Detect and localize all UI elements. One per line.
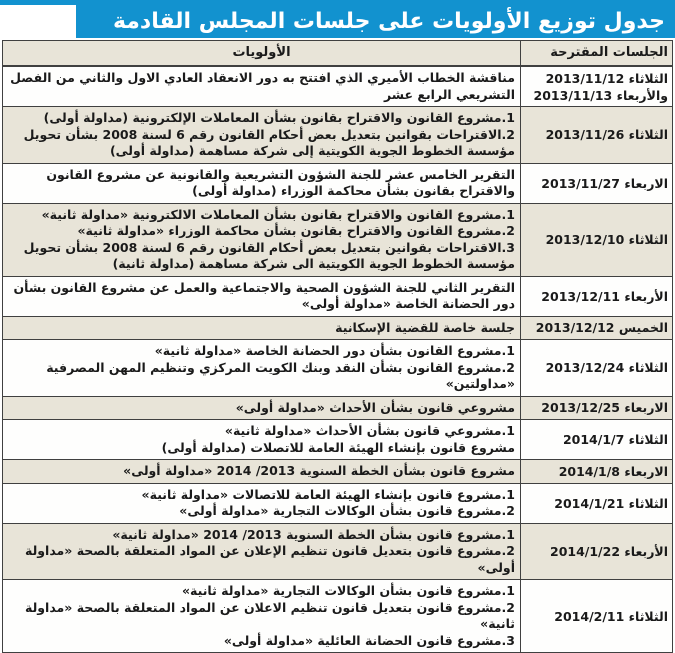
table-header-row xyxy=(3,41,672,66)
session-date: الأربعاء 2014/1/22 xyxy=(550,543,668,559)
priorities-cell xyxy=(3,580,520,652)
session-date-cell xyxy=(520,164,672,203)
priority-item: 2.مشروع قانون بشأن الوكالات التجارية «مداولة أولى» xyxy=(179,503,515,518)
table-row xyxy=(3,579,672,652)
priority-item: 2.مشروع قانون بتعديل قانون تنظيم الاعلان عن المواد المتعلقة بالصحة «مداولة ثانية» xyxy=(25,599,515,631)
priority-item: 1.مشروع القانون والاقتراح بقانون بشأن المعاملات الالكترونية «مداولة ثانية» xyxy=(41,206,515,222)
priorities-table xyxy=(2,40,673,653)
priority-item: 1.مشروعي قانون بشأن الأحداث «مداولة ثانية» xyxy=(224,423,515,438)
priority-item: 1.مشروع القانون بشأن دور الحضانة الخاصة «مداولة ثانية» xyxy=(154,343,515,358)
priorities-cell xyxy=(3,460,520,483)
session-date-cell xyxy=(520,484,672,523)
session-date-cell xyxy=(520,107,672,163)
session-date: الاربعاء 2013/11/27 xyxy=(541,175,668,191)
table-row xyxy=(3,339,672,396)
session-date-cell xyxy=(520,580,672,652)
priority-item: 1.مشروع قانون بإنشاء الهيئة العامة للاتصالات «مداولة ثانية» xyxy=(141,486,515,502)
priority-item: 1.مشروع قانون بشأن الخطة السنوية 2013/ 2014 «مداولة ثانية» xyxy=(112,526,515,542)
priorities-cell xyxy=(3,67,520,106)
priority-item: مشروع قانون بإنشاء الهيئة العامة للاتصلات (مداولة أولى) xyxy=(161,439,515,455)
priorities-cell xyxy=(3,204,520,276)
session-date-cell xyxy=(520,277,672,316)
sessions-column-header: الجلسات المقترحة xyxy=(520,41,672,65)
table-row xyxy=(3,396,672,420)
session-date-cell xyxy=(520,460,672,483)
priority-item: 2.مشروع قانون بتعديل قانون تنظيم الإعلان عن المواد المتعلقة بالصحة «مداولة أولى» xyxy=(25,543,515,575)
session-date: الاربعاء 2014/1/8 xyxy=(558,463,668,479)
table-row xyxy=(3,66,672,106)
priority-item: 2.مشروع القانون والاقتراح بقانون بشأن محاكمة الوزراء «مداولة ثانية» xyxy=(77,223,515,238)
priorities-cell xyxy=(3,164,520,203)
priority-item: 1.مشروع القانون والاقتراح بقانون بشأن المعاملات الإلكترونية (مداولة أولى) xyxy=(43,110,515,125)
priority-item: 1.مشروع قانون بشأن الوكالات التجارية «مداولة ثانية» xyxy=(181,583,515,598)
page-title: جدول توزيع الأولويات على جلسات المجلس القادمة xyxy=(76,5,675,38)
session-date-cell xyxy=(520,204,672,276)
session-date: الثلاثاء 2013/12/24 xyxy=(545,360,668,376)
priorities-cell xyxy=(3,317,520,340)
session-date: الخميس 2013/12/12 xyxy=(535,320,668,336)
session-date: الثلاثاء 2014/2/11 xyxy=(554,608,668,624)
priority-item: التقرير الثاني للجنة الشؤون الصحية والاجتماعية والعمل عن مشروع القانون بشأن دور الحضانة الخاصة «مداولة أولى» xyxy=(13,279,515,311)
priority-item: 3.مشروع قانون الحضانة العائلية «مداولة أولى» xyxy=(223,632,515,648)
session-date-cell xyxy=(520,420,672,459)
table-row xyxy=(3,459,672,483)
priorities-cell xyxy=(3,524,520,580)
session-date-cell xyxy=(520,340,672,396)
session-date: الثلاثاء 2014/1/7 xyxy=(562,432,668,447)
priority-item: 2.الاقتراحات بقوانين بتعديل بعض أحكام القانون رقم 6 لسنة 2008 بشأن تحويل مؤسسة الخطوط الجوية الكويتية إلى شركة مساهمة (مداولة أولى) xyxy=(23,126,515,158)
priority-item: مشروع قانون بشأن الخطة السنوية 2013/ 2014 «مداولة أولى» xyxy=(123,463,515,478)
priority-item: 2.مشروع القانون بشأن النقد وبنك الكويت المركزي وتنظيم المهن المصرفية «مداولتين» xyxy=(46,359,515,391)
session-date-cell xyxy=(520,317,672,340)
session-date: الثلاثاء 2013/12/10 xyxy=(545,232,668,247)
table-row xyxy=(3,276,672,316)
priority-item: جلسة خاصة للقضية الإسكانية xyxy=(335,319,515,335)
table-row xyxy=(3,203,672,276)
priority-item: مناقشة الخطاب الأميري الذي افتتح به دور الانعقاد العادي الاول والثاني من الفصل التشريعي الرابع عشر xyxy=(10,70,515,102)
priority-item: 3.الاقتراحات بقوانين بتعديل بعض أحكام القانون رقم 6 لسنة 2008 بشأن تحويل مؤسسة الخطوط الجوية الكويتية الى شركة مساهمة (مداولة ثانية) xyxy=(23,239,515,271)
priorities-cell xyxy=(3,484,520,523)
priority-item: التقرير الخامس عشر للجنة الشؤون التشريعية والقانونية عن مشروع القانون والاقتراح بقانون بشأن محاكمة الوزراء (مداولة أولى) xyxy=(46,166,515,198)
session-date-cell xyxy=(520,524,672,580)
table-row xyxy=(3,316,672,340)
session-date: الاربعاء 2013/12/25 xyxy=(541,400,668,416)
priorities-cell xyxy=(3,340,520,396)
priority-item: مشروعي قانون بشأن الأحداث «مداولة أولى» xyxy=(235,399,515,415)
session-date-cell xyxy=(520,397,672,420)
session-date: الأربعاء 2013/12/11 xyxy=(541,288,668,304)
session-date: الثلاثاء 2013/11/26 xyxy=(545,127,668,143)
session-date: الثلاثاء 2013/11/12 xyxy=(545,70,668,86)
table-row xyxy=(3,106,672,163)
priorities-cell xyxy=(3,420,520,459)
session-date: الثلاثاء 2014/1/21 xyxy=(554,495,668,511)
session-date: والأربعاء 2013/11/13 xyxy=(533,87,668,103)
priorities-column-header: الأولويات xyxy=(232,45,291,60)
table-row xyxy=(3,483,672,523)
session-date-cell xyxy=(520,67,672,106)
table-row xyxy=(3,419,672,459)
priorities-cell xyxy=(3,397,520,420)
table-row xyxy=(3,163,672,203)
priorities-cell xyxy=(3,107,520,163)
priorities-cell xyxy=(3,277,520,316)
table-row xyxy=(3,523,672,580)
